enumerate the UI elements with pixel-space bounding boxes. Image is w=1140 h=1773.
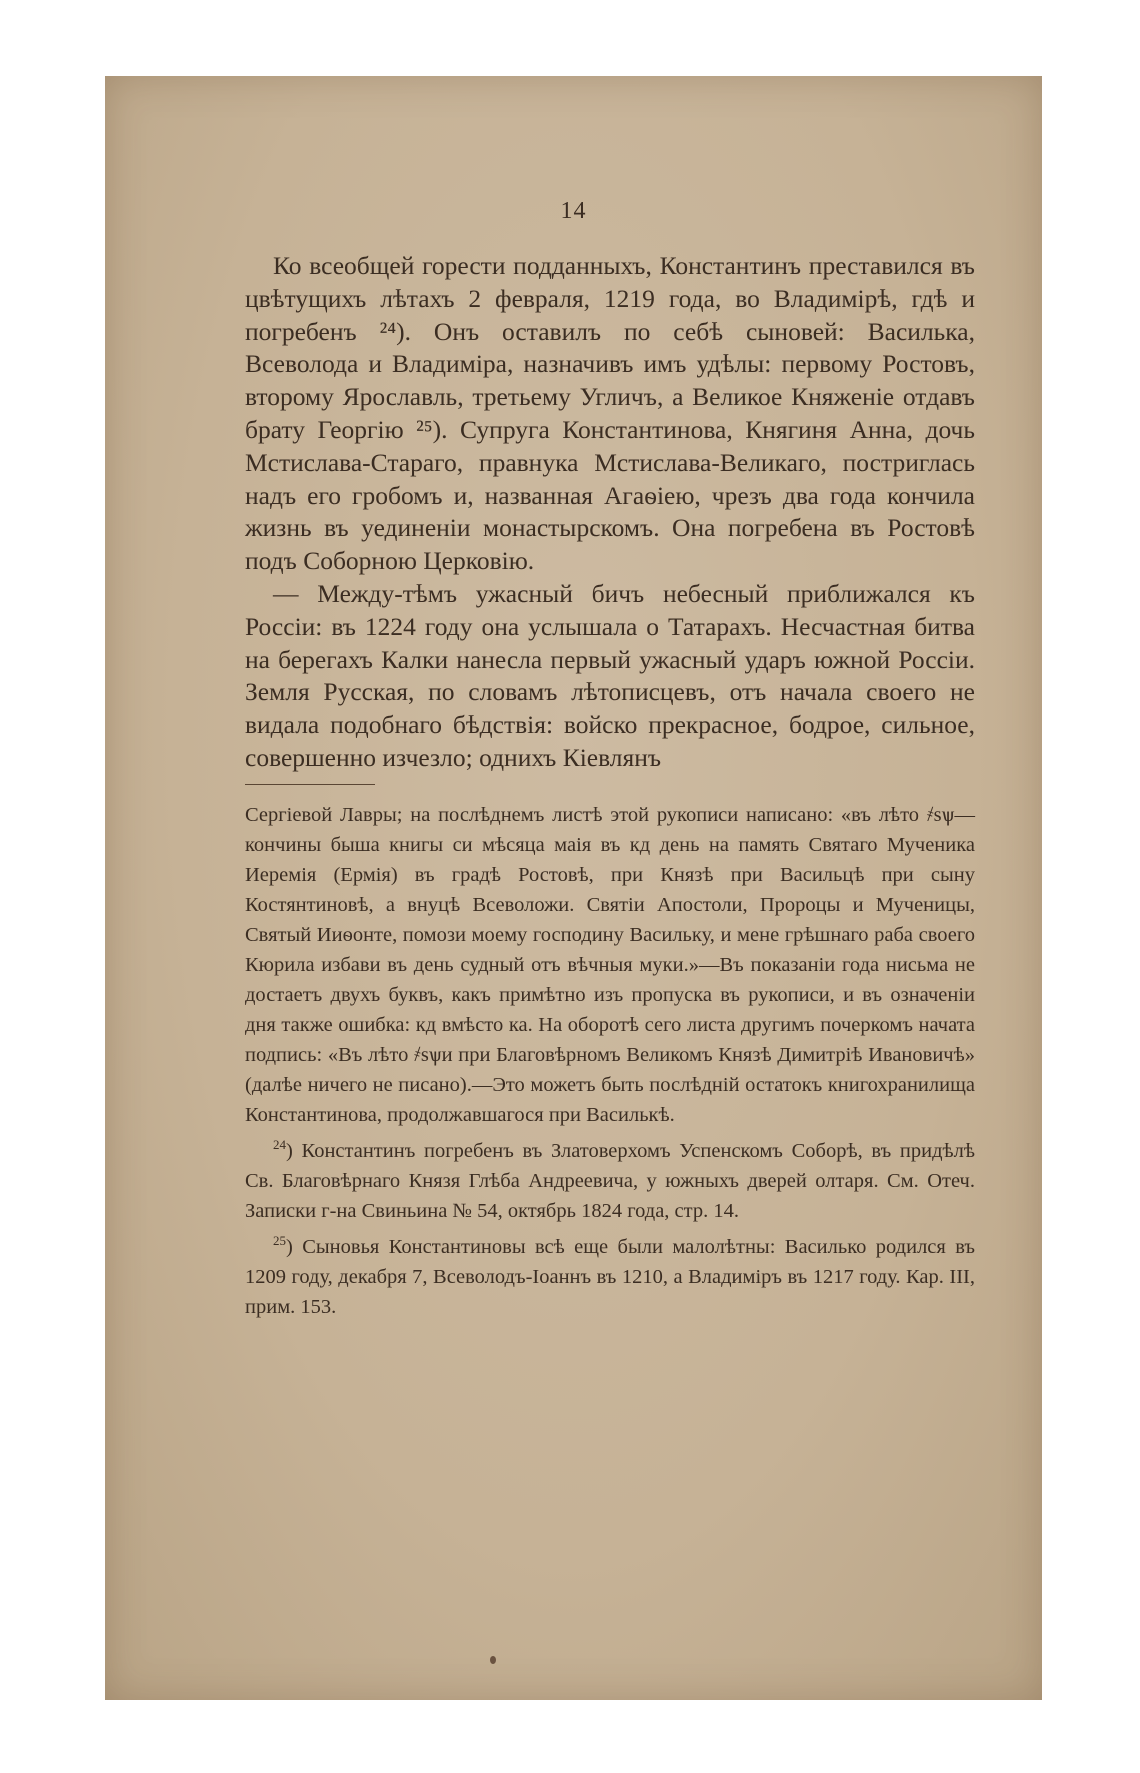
footnote-24: $^{24}$) Константинъ погребенъ въ Златоверхомъ Успенскомъ Соборѣ, въ придѣлѣ Св. Благовѣрнаго Князя Глѣба Андреевича, у южныхъ дверей олтаря. См. Отеч. Записки г-на Свиньина № 54, октябрь 1824 года, стр. 14.	[245, 1137, 976, 1222]
page-number: 14	[560, 198, 587, 224]
footnote-divider	[245, 784, 375, 785]
body-text	[245, 250, 975, 775]
footnote-text: Константинъ погребенъ въ Златоверхомъ Успенскомъ Соборѣ, въ придѣлѣ Св. Благовѣрнаго Князя Глѣба Андреевича, у южныхъ дверей олтаря. См. Отеч. Записки г-на Свиньина № 54, октябрь 1824 года, стр. 14.	[245, 1139, 976, 1222]
footnote-text: Сыновья Константиновы всѣ еще были малолѣтны: Василько родился въ 1209 году, декабря 7, Всеволодъ-Іоаннъ въ 1210, а Владиміръ въ 1217 году. Кар. III, прим. 153.	[245, 1235, 975, 1318]
footnote-25: $^{25}$) Сыновья Константиновы всѣ еще были малолѣтны: Василько родился въ 1209 году, декабря 7, Всеволодъ-Іоаннъ въ 1210, а Владиміръ въ 1217 году. Кар. III, прим. 153.	[245, 1232, 975, 1318]
book-page	[105, 76, 1042, 1700]
paragraph: — Между-тѣмъ ужасный бичъ небесный приближался къ Россіи: въ 1224 году она услышала о Татарахъ. Несчастная битва на берегахъ Калки нанесла первый ужасный ударъ южной Россіи. Земля Русская, по словамъ лѣтописцевъ, отъ начала своего не видала подобнаго бѣдствія: войско прекрасное, бодрое, сильное, совершенно изчезло; однихъ Кіевлянъ	[245, 578, 975, 772]
footnote-marker: 25	[273, 1232, 286, 1248]
footnote-marker: 24	[273, 1137, 286, 1152]
footnote-continuation: Сергіевой Лавры; на послѣднемъ листѣ этой рукописи написано: «въ лѣто ҂ѕѱ—кончины быша книгы си мѣсяца маія въ кд день на память Святаго Мученика Иеремія (Ермія) въ градѣ Ростовѣ, при Князѣ при Васильцѣ при сыну Костянтиновѣ, а внуцѣ Всеволожи. Святіи Апостоли, Пророцы и Мученицы, Святый Ииѳонте, помози моему господину Васильку, и мене грѣшнаго раба своего Кюрила избави въ день судный отъ вѣчныя муки.»—Въ показаніи года нисьма не достаетъ двухъ буквъ, какъ примѣтно изъ пропуска въ рукописи, и въ означеніи дня также ошибка: кд вмѣсто ка. На оборотѣ сего листа другимъ почеркомъ начата подпись: «Въ лѣто ҂ѕѱи при Благовѣрномъ Великомъ Князѣ Димитріѣ Ивановичѣ» (далѣе ничего не писано).—Это можетъ быть послѣдній остатокъ книгохранилища Константинова, продолжавшагося при Василькѣ.	[245, 804, 975, 1126]
footnotes	[245, 800, 975, 1322]
paper-stain	[490, 1656, 496, 1664]
paragraph: Ко всеобщей горести подданныхъ, Константинъ преставился въ цвѣтущихъ лѣтахъ 2 февраля, 1219 года, во Владимірѣ, гдѣ и погребенъ ²⁴). Онъ оставилъ по себѣ сыновей: Василька, Всеволода и Владиміра, назначивъ имъ удѣлы: первому Ростовъ, второму Ярославль, третьему Угличъ, а Великое Княженіе отдавъ брату Георгію ²⁵). Супруга Константинова, Княгиня Анна, дочь Мстислава-Стараго, правнука Мстислава-Великаго, постриглась надъ его гробомъ и, названная Агаѳіею, чрезъ два года кончила жизнь въ уединеніи монастырскомъ. Она погребена въ Ростовѣ подъ Соборною Церковію.	[245, 251, 975, 576]
